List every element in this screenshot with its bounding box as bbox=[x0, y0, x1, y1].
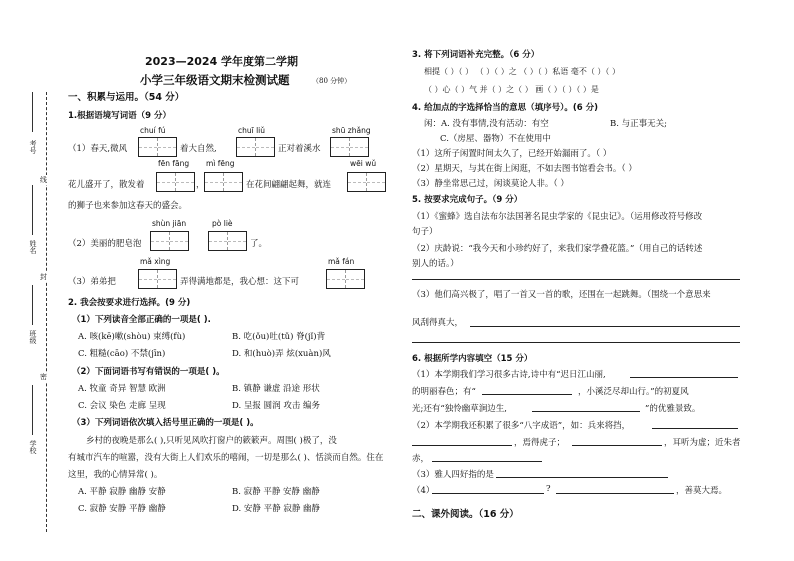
q2-passage-2: 有城市汽车的喧嚣，没有大街上人们欢乐的嘻闹，一切是那么( )、恬淡而自然。住在 bbox=[68, 453, 384, 463]
q6-blank-2[interactable] bbox=[482, 394, 572, 395]
q6-blank-5[interactable] bbox=[412, 445, 512, 446]
q5-s1-a: （1）《蜜蜂》选自法布尔法国著名昆虫学家的《昆虫记》。（运用修改符号修改 bbox=[412, 212, 703, 222]
q2-passage-3: 这里，我的心情异常( )。 bbox=[68, 470, 163, 480]
q1-line3-b: 了。 bbox=[250, 239, 268, 249]
q6-line-2a: 的明丽春色；有“ bbox=[412, 387, 476, 397]
q2-sub1-b: B. 吃(ǒu)吐(tǔ) 脊(jǐ)背 bbox=[232, 332, 326, 342]
q6-blank-8[interactable] bbox=[496, 477, 668, 478]
q2-sub2-c: C. 会议 染色 走廊 呈现 bbox=[78, 401, 166, 411]
q4-sentence-1: （1）这所子闲置时间太久了，已经开始漏雨了。（ ） bbox=[412, 149, 612, 159]
q4-sentence-3: （3）静坐常思己过，闲谈莫论人非。（ ） bbox=[412, 179, 569, 189]
name-blank[interactable] bbox=[32, 185, 33, 235]
q6-line-6: 赤， bbox=[412, 454, 430, 464]
q2-sub3-d: D. 安静 平静 寂静 幽静 bbox=[232, 504, 321, 514]
answer-grid-3[interactable] bbox=[330, 137, 369, 157]
q1-line2-a: 花儿盛开了，散发着 bbox=[68, 180, 145, 190]
answer-grid-4[interactable] bbox=[156, 172, 195, 192]
q6-blank-4[interactable] bbox=[652, 428, 738, 429]
exam-number-blank[interactable] bbox=[32, 92, 33, 132]
q2-sub3-c: C. 寂静 安静 平静 幽静 bbox=[78, 504, 166, 514]
answer-grid-2[interactable] bbox=[236, 137, 275, 157]
q2-passage-1: 乡村的夜晚是那么( ),只听见风吹打窗户的簌簌声。周围( )极了，没 bbox=[86, 436, 337, 446]
q6-line-5a: ，焉得虎子； bbox=[514, 438, 566, 448]
q6-line-1: （1）本学期我们学习很多古诗,诗中有“迟日江山丽, bbox=[412, 370, 606, 380]
q1-line2-c: 在花间翩翩起舞，就连 bbox=[246, 180, 332, 190]
q2-sub1-a: A. 咳(kē)嗽(shòu) 束缚(fù) bbox=[78, 332, 186, 342]
q6-blank-7[interactable] bbox=[432, 461, 542, 462]
q5-s2-a: （2）庆龄说：“我今天和小珍约好了，来我们家学叠花篮。”（用自己的话转述 bbox=[412, 244, 703, 254]
exam-year-title: 2023—2024 学年度第二学期 bbox=[145, 55, 299, 68]
q4-sentence-2: （2）星期天，与其在街上闲逛，不如去图书馆看会书。（ ） bbox=[412, 164, 637, 174]
cut-mark-seal: 封 bbox=[40, 273, 47, 281]
q1-line4-b: 弄得满地都是，我心想：这下可 bbox=[180, 277, 300, 287]
label-exam-number: 考号 bbox=[29, 140, 37, 154]
q5-title: 5. 按要求完成句子。（9 分） bbox=[412, 195, 523, 205]
q2-sub1: （1）下列读音全部正确的一项是( ). bbox=[72, 315, 211, 325]
binding-line bbox=[46, 92, 47, 532]
pinyin-chuifu: chuí fú bbox=[140, 126, 166, 135]
q5-answer-line-3[interactable] bbox=[412, 342, 740, 343]
q1-title: 1.根据语境写词语（9 分） bbox=[68, 111, 172, 121]
q3-row2[interactable]: （ ）心（ ）气 并（ ）之（ ） 画（ ）（ ）（ ）是 bbox=[424, 85, 599, 94]
q3-title: 3. 将下列词语补充完整。（6 分） bbox=[412, 50, 540, 60]
q1-line4-a: （3）弟弟把 bbox=[68, 277, 116, 287]
q1-line2-b: ， bbox=[196, 180, 205, 190]
school-blank[interactable] bbox=[32, 385, 33, 435]
q6-line-8a: （4） bbox=[412, 486, 435, 496]
q6-blank-6[interactable] bbox=[572, 445, 662, 446]
section-1-heading: 一、积累与运用。（54 分） bbox=[68, 92, 185, 103]
q4-title: 4. 给加点的字选择恰当的意思（填序号）。(6 分) bbox=[412, 103, 598, 113]
q5-answer-line-1[interactable] bbox=[412, 279, 740, 280]
q2-sub2-a: A. 牧童 奇异 智慧 欧洲 bbox=[78, 384, 166, 394]
q5-s1-b: 句子） bbox=[412, 227, 438, 237]
q6-line-8b: ? bbox=[546, 484, 551, 494]
pinyin-mifeng: mì fēng bbox=[206, 159, 235, 168]
answer-grid-8[interactable] bbox=[208, 231, 247, 251]
q6-line-3a: 光;还有“独怜幽草涧边生, bbox=[412, 404, 507, 414]
q6-blank-10[interactable] bbox=[556, 493, 674, 494]
q2-sub2-b: B. 镇静 谦虚 沿途 形状 bbox=[232, 384, 320, 394]
answer-grid-6[interactable] bbox=[347, 172, 386, 192]
q2-sub3: （3）下列词语依次填入括号里正确的一项是( )。 bbox=[72, 418, 259, 428]
pinyin-polie: pò liè bbox=[212, 219, 233, 228]
q5-s3: （3）他们高兴极了，唱了一首又一首的歌，还围在一起跳舞。（围绕一个意思来 bbox=[412, 290, 711, 300]
q2-title: 2. 我会按要求进行选择。(9 分) bbox=[68, 298, 191, 308]
q2-sub2-d: D. 呈报 圆润 攻击 编务 bbox=[232, 401, 321, 411]
answer-grid-7[interactable] bbox=[150, 231, 189, 251]
q1-line1-c: 正对着溪水 bbox=[278, 144, 321, 154]
q2-sub3-b: B. 寂静 平静 安静 幽静 bbox=[232, 487, 320, 497]
q6-blank-1[interactable] bbox=[630, 377, 738, 378]
q1-line1-b: 着大自然, bbox=[180, 144, 217, 154]
q6-line-3b: ”的优雅景致。 bbox=[645, 404, 701, 414]
answer-grid-1[interactable] bbox=[138, 137, 177, 157]
label-class: 班级 bbox=[29, 330, 37, 344]
pinyin-maxing: mǎ xìng bbox=[140, 257, 171, 266]
cut-mark-line: 线 bbox=[40, 176, 47, 184]
q6-line-7: （3）雅人四好指的是 bbox=[412, 470, 494, 480]
pinyin-shunjian: shùn jiān bbox=[152, 219, 187, 228]
q2-sub3-a: A. 平静 寂静 幽静 安静 bbox=[78, 487, 166, 497]
q6-blank-9[interactable] bbox=[432, 493, 544, 494]
cut-mark-secret: 密 bbox=[40, 373, 47, 381]
label-name: 姓名 bbox=[29, 240, 37, 254]
label-school: 学校 bbox=[29, 440, 37, 454]
pinyin-shuzhang: shū zhǎng bbox=[332, 126, 371, 135]
exam-duration: （80 分钟） bbox=[312, 77, 352, 85]
q1-line3-a: （2）美丽的肥皂泡 bbox=[68, 239, 142, 249]
pinyin-chuiliu: chuī liǔ bbox=[238, 126, 266, 135]
section-2-heading: 二、课外阅读。（16 分） bbox=[412, 509, 519, 520]
q6-line-2b: ，小溪泛尽却山行。”的初夏风 bbox=[578, 387, 689, 397]
q4-def-c: C.（房屋、器物）不在使用中 bbox=[440, 134, 551, 144]
answer-grid-9[interactable] bbox=[138, 269, 177, 289]
q6-line-8c: ，善莫大焉。 bbox=[676, 486, 728, 496]
q5-s3-b: 风刮得真大， bbox=[412, 318, 464, 328]
answer-grid-5[interactable] bbox=[204, 172, 243, 192]
q3-row1[interactable]: 相提（ ）（ ） （ ）（ ）之 （ ）（ ）私语 毫不（ ）（ ） bbox=[424, 67, 620, 76]
q6-title: 6. 根据所学内容填空（15 分） bbox=[412, 354, 533, 364]
q4-def-b: B. 与正事无关; bbox=[610, 119, 668, 129]
q6-blank-3[interactable] bbox=[532, 411, 640, 412]
q2-sub2: （2）下面词语书写有错误的一项是( )。 bbox=[72, 367, 225, 377]
pinyin-mafan: mǎ fán bbox=[328, 257, 355, 266]
q4-def-a: 闲：A. 没有事情,没有活动：有空 bbox=[424, 119, 549, 129]
pinyin-weiwu: wēi wǔ bbox=[350, 159, 377, 168]
q6-line-5b: ，耳听为虚；近朱者 bbox=[664, 438, 741, 448]
pinyin-fenfang: fēn fāng bbox=[158, 159, 190, 168]
q2-sub1-d: D. 和(huò)弄 炫(xuàn)风 bbox=[232, 349, 331, 359]
answer-grid-10[interactable] bbox=[326, 269, 365, 289]
q1-line2-d: 的狮子也来参加这春天的盛会。 bbox=[68, 201, 188, 211]
q2-sub1-c: C. 粗糙(cāo) 不禁(jīn) bbox=[78, 349, 166, 359]
q5-answer-line-2[interactable] bbox=[470, 326, 740, 327]
q1-line1-a: （1）春天,微风 bbox=[68, 144, 128, 154]
q5-s2-b: 别人的话。） bbox=[412, 259, 459, 269]
class-blank[interactable] bbox=[32, 285, 33, 325]
q6-line-4: （2）本学期我还积累了很多“八字成语”，如：兵来将挡， bbox=[412, 421, 631, 431]
exam-subtitle: 小学三年级语文期末检测试题 bbox=[140, 73, 290, 87]
